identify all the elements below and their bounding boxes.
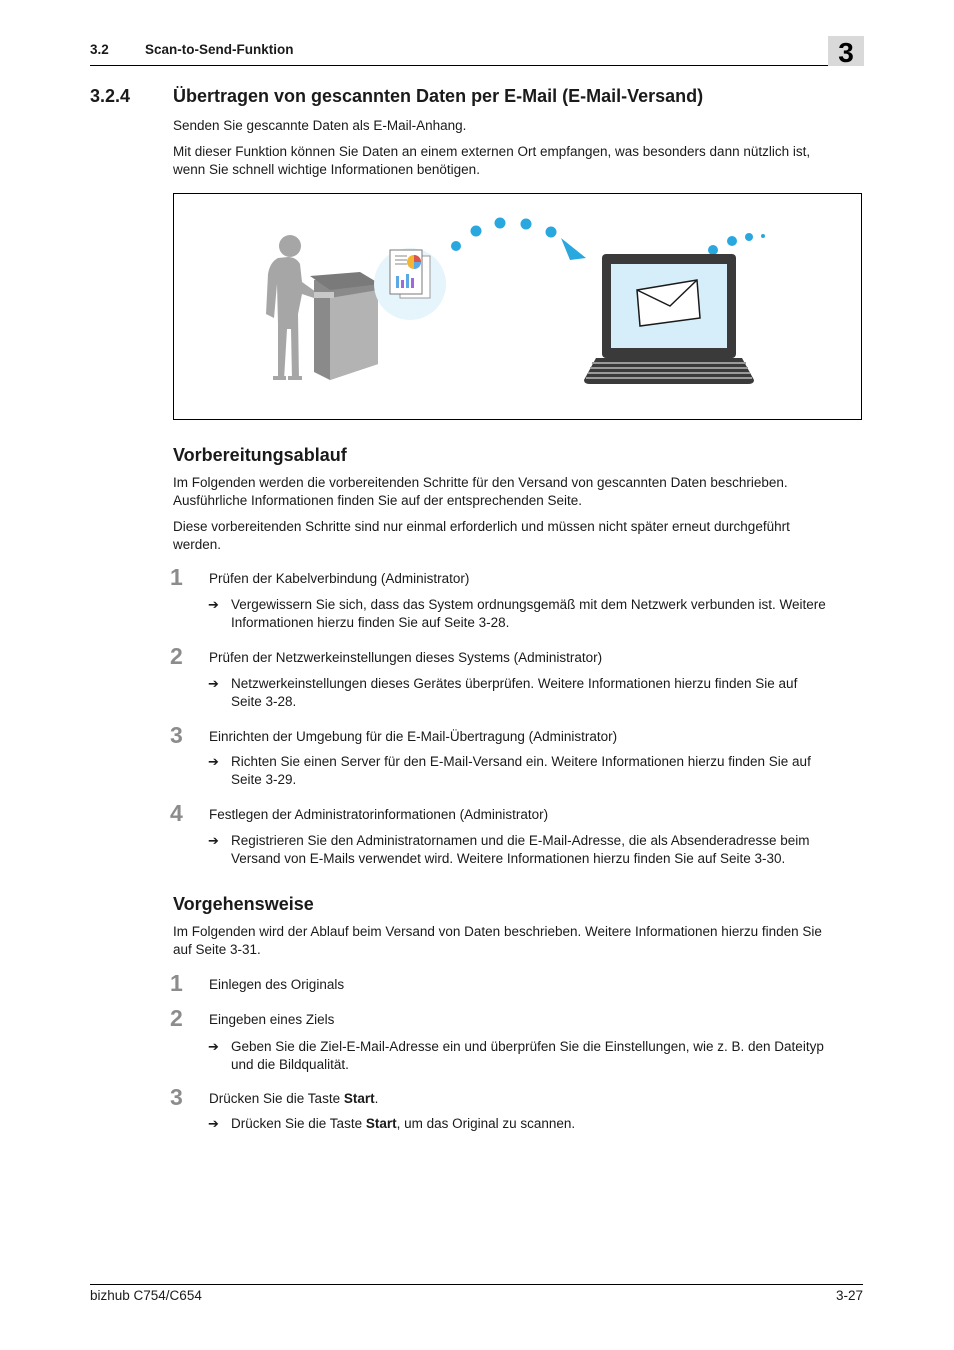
proc-step-3-text-pre: Drücken Sie die Taste	[209, 1091, 344, 1106]
proc-p1-line2: auf Seite 3-31.	[173, 942, 261, 957]
proc-step-3-detail	[231, 1115, 863, 1133]
prep-p2-line2: werden.	[173, 537, 222, 552]
arrow-icon: ➔	[208, 597, 219, 612]
proc-step-3-detail-pre: Drücken Sie die Taste	[231, 1116, 366, 1131]
proc-step-1-text: Einlegen des Originals	[209, 977, 345, 992]
prep-paragraph-2	[173, 518, 863, 554]
start-key-label: Start	[365, 1116, 397, 1131]
footer-page-number: 3-27	[835, 1288, 863, 1303]
prep-step-4-detail	[231, 832, 863, 868]
proc-step-3-detail-post: , um das Original zu scannen.	[396, 1116, 576, 1131]
header-section-number: 3.2	[90, 42, 109, 57]
prep-p1-line1: Im Folgenden werden die vorbereitenden Schritte für den Versand von gescannten Daten beschrieben.	[173, 475, 788, 490]
illustration-frame	[173, 193, 862, 420]
proc-step-2-text: Eingeben eines Ziels	[209, 1012, 335, 1027]
arrow-icon: ➔	[208, 1039, 219, 1054]
proc-step-2-detail	[231, 1038, 863, 1074]
prep-step-2-detail-line1: Netzwerkeinstellungen dieses Gerätes überprüfen. Weitere Informationen hierzu finden Sie auf	[231, 676, 798, 691]
document-chart-icon	[374, 248, 446, 320]
prep-step-4-number: 4	[170, 800, 183, 826]
footer-rule	[90, 1284, 863, 1285]
prep-step-2-text: Prüfen der Netzwerkeinstellungen dieses Systems (Administrator)	[209, 650, 603, 665]
prep-step-3-detail	[231, 753, 863, 789]
prep-step-1-text: Prüfen der Kabelverbindung (Administrator)	[209, 571, 470, 586]
person-silhouette-icon	[266, 235, 316, 380]
prep-step-1-detail-line1: Vergewissern Sie sich, dass das System ordnungsgemäß mit dem Netzwerk verbunden ist. Weitere	[231, 597, 826, 612]
proc-step-2-number: 2	[170, 1005, 183, 1031]
prep-step-1-detail-line2: Informationen hierzu finden Sie auf Seite 3-28.	[231, 615, 510, 630]
prep-p1-line2: Ausführliche Informationen finden Sie auf der entsprechenden Seite.	[173, 493, 583, 508]
arrow-icon: ➔	[208, 833, 219, 848]
procedure-paragraph	[173, 923, 863, 959]
proc-step-3-text	[209, 1090, 378, 1108]
proc-step-2-detail-line1: Geben Sie die Ziel-E-Mail-Adresse ein und überprüfen Sie die Einstellungen, wie z. B. den Dateityp	[231, 1039, 824, 1054]
intro-paragraph-2	[173, 143, 863, 179]
prep-step-2-detail-line2: Seite 3-28.	[231, 694, 297, 709]
intro-p2-line2: wenn Sie schnell wichtige Informationen benötigen.	[173, 162, 480, 177]
prep-step-1-number: 1	[170, 564, 183, 590]
arrow-icon: ➔	[208, 676, 219, 691]
prep-step-3-text: Einrichten der Umgebung für die E-Mail-Übertragung (Administrator)	[209, 729, 618, 744]
proc-step-3-text-post: .	[374, 1091, 379, 1106]
prep-step-3-detail-line1: Richten Sie einen Server für den E-Mail-Versand ein. Weitere Informationen hierzu finden Sie auf	[231, 754, 811, 769]
prep-step-4-text: Festlegen der Administratorinformationen (Administrator)	[209, 807, 549, 822]
prep-step-3-detail-line2: Seite 3-29.	[231, 772, 297, 787]
intro-p2-line1: Mit dieser Funktion können Sie Daten an einem externen Ort empfangen, was besonders dann nützlich ist,	[173, 144, 811, 159]
prep-heading: Vorbereitungsablauf	[173, 445, 347, 465]
prep-paragraph-1	[173, 474, 863, 510]
header-section-title: Scan-to-Send-Funktion	[145, 42, 294, 57]
proc-step-2-detail-line2: und die Bildqualität.	[231, 1057, 349, 1072]
prep-step-4-detail-line1: Registrieren Sie den Administratornamen und die E-Mail-Adresse, die als Absenderadresse beim	[231, 833, 810, 848]
footer-product: bizhub C754/C654	[90, 1288, 202, 1303]
prep-step-2-detail	[231, 675, 863, 711]
arrow-icon: ➔	[208, 754, 219, 769]
prep-step-3-number: 3	[170, 722, 183, 748]
proc-p1-line1: Im Folgenden wird der Ablauf beim Versand von Daten beschrieben. Weitere Informationen hierzu finden Sie	[173, 924, 822, 939]
arrow-icon: ➔	[208, 1116, 219, 1131]
prep-p2-line1: Diese vorbereitenden Schritte sind nur einmal erforderlich und müssen nicht später erneut durchgeführt	[173, 519, 790, 534]
heading-number: 3.2.4	[90, 86, 131, 106]
procedure-heading: Vorgehensweise	[173, 894, 314, 914]
prep-step-1-detail	[231, 596, 863, 632]
proc-step-1-number: 1	[170, 970, 183, 996]
header-rule	[90, 65, 863, 66]
prep-step-2-number: 2	[170, 643, 183, 669]
page-title: Übertragen von gescannten Daten per E-Mail (E-Mail-Versand)	[173, 86, 704, 106]
chapter-badge: 3	[828, 36, 864, 66]
prep-step-4-detail-line2: Versand von E-Mails verwendet wird. Weitere Informationen hierzu finden Sie auf Seite 3-30.	[231, 851, 786, 866]
intro-paragraph-1: Senden Sie gescannte Daten als E-Mail-Anhang.	[173, 118, 467, 133]
illustration-svg	[174, 194, 863, 421]
start-key-label: Start	[343, 1091, 375, 1106]
mfp-printer-icon	[310, 272, 380, 380]
proc-step-3-number: 3	[170, 1084, 183, 1110]
